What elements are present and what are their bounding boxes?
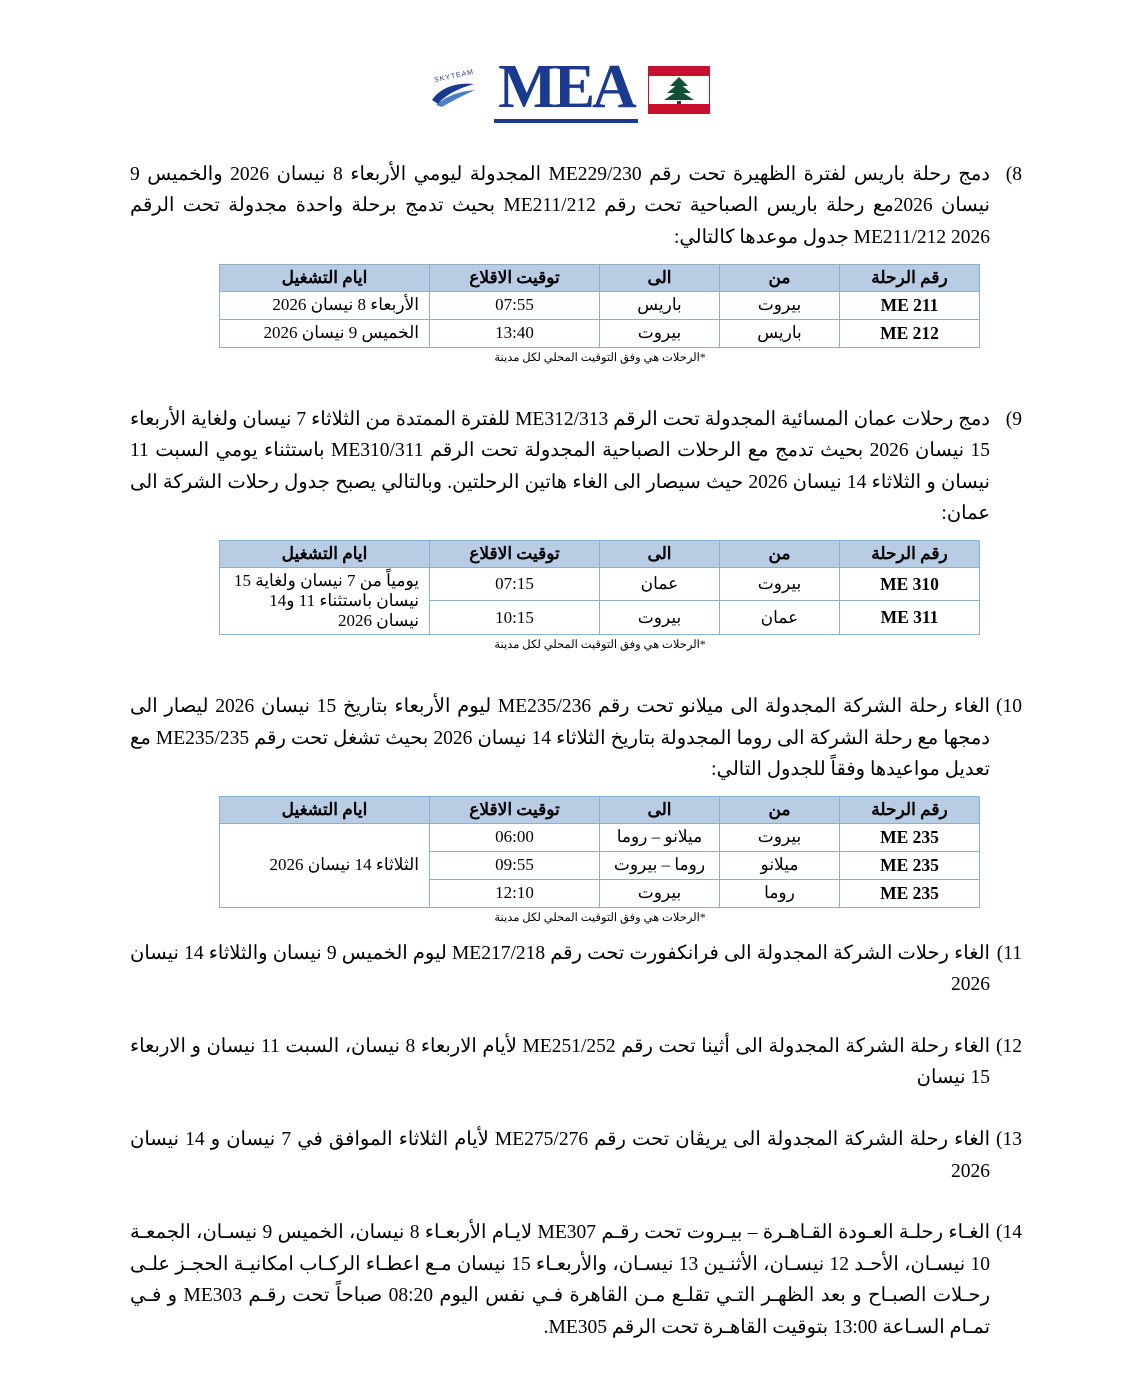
cell-flight-number: ME 235 xyxy=(840,879,980,907)
cell-to: عمان xyxy=(600,567,720,601)
col-flight-number: رقم الرحلة xyxy=(840,540,980,567)
paragraph-14-number: 14) xyxy=(996,1222,1022,1244)
schedule-table-10-wrap xyxy=(220,796,980,924)
paragraph-12-text: الغاء رحلة الشركة المجدولة الى أثينا تحت رقم ME251/252 لأيام الاربعاء 8 نيسان، السبت 11 نيسان و الاربعاء 15 نيسان xyxy=(130,1035,991,1089)
cell-from: باريس xyxy=(720,319,840,347)
table-row xyxy=(220,567,980,601)
cell-to: ميلانو – روما xyxy=(600,823,720,851)
paragraph-14 xyxy=(130,1217,1022,1343)
cell-flight-number: ME 235 xyxy=(840,851,980,879)
table-header-row xyxy=(220,796,980,823)
paragraph-9-text: دمج رحلات عمان المسائية المجدولة تحت الرقم ME312/313 للفترة الممتدة من الثلاثاء 7 نيسان ولغاية الأربعاء 15 نيسان 2026 بحيث تدمج مع الرحلات الصباحية المجدولة تحت الرقم ME310/311 باستثناء يومي السبت 11 نيسان و الثلاثاء 14 نيسان 2026 حيث سيصار الى الغاء هاتين الرحلتين. وبالتالي يصبح جدول رحلات الشركة الى عمان: xyxy=(130,408,990,525)
col-to: الى xyxy=(600,796,720,823)
cell-departure-time: 06:00 xyxy=(430,823,600,851)
paragraph-9-number: 9) xyxy=(1005,408,1022,430)
paragraph-10-text: الغاء رحلة الشركة المجدولة الى ميلانو تحت رقم ME235/236 ليوم الأربعاء بتاريخ 15 نيسان 2026 ليصار الى دمجها مع رحلة الشركة الى روما المجدولة بتاريخ الثلاثاء 14 نيسان 2026 بحيث تشغل تحت رقم ME235/235 مع تعديل مواعيدها وفقاً للجدول التالي: xyxy=(130,695,990,781)
cell-from: بيروت xyxy=(720,823,840,851)
paragraph-8-text: دمج رحلة باريس لفترة الظهيرة تحت رقم ME229/230 المجدولة ليومي الأربعاء 8 نيسان 2026 والخميس 9 نيسان 2026مع رحلة باريس الصباحية تحت رقم ME211/212 بحيث تدمج برحلة واحدة مجدولة تحت الرقم ME211/212 2026 جدول موعدها كالتالي: xyxy=(130,163,990,249)
cell-operating-days: الأربعاء 8 نيسان 2026 xyxy=(220,291,430,319)
schedule-table-9 xyxy=(219,540,980,635)
col-operating-days: ايام التشغيل xyxy=(220,796,430,823)
schedule-table-10 xyxy=(219,796,980,908)
cell-departure-time: 12:10 xyxy=(430,879,600,907)
cell-to: روما – بيروت xyxy=(600,851,720,879)
paragraph-13-number: 13) xyxy=(996,1128,1022,1150)
cell-flight-number: ME 212 xyxy=(840,319,980,347)
table-row xyxy=(220,291,980,319)
skyteam-swoosh-icon xyxy=(430,78,478,108)
table-row xyxy=(220,319,980,347)
cell-operating-days: الثلاثاء 14 نيسان 2026 xyxy=(220,823,430,907)
cell-to: باريس xyxy=(600,291,720,319)
col-departure-time: توقيت الاقلاع xyxy=(430,540,600,567)
schedule-table-8-wrap xyxy=(220,264,980,364)
paragraph-11-text: الغاء رحلات الشركة المجدولة الى فرانكفورت تحت رقم ME217/218 ليوم الخميس 9 نيسان والثلاثاء 14 نيسان 2026 xyxy=(130,942,990,996)
table-header-row xyxy=(220,540,980,567)
table-note-8: *الرحلات هي وفق التوقيت المحلي لكل مدينة xyxy=(494,351,706,364)
col-from: من xyxy=(720,264,840,291)
paragraph-10 xyxy=(130,691,1022,786)
paragraph-8-number: 8) xyxy=(1005,163,1022,185)
paragraph-12-number: 12) xyxy=(996,1035,1022,1057)
paragraph-11-number: 11) xyxy=(996,942,1022,964)
cell-from: بيروت xyxy=(720,567,840,601)
paragraph-13-text: الغاء رحلة الشركة المجدولة الى يريڤان تحت رقم ME275/276 لأيام الثلاثاء الموافق في 7 نيسان و 14 نيسان 2026 xyxy=(130,1128,990,1182)
col-flight-number: رقم الرحلة xyxy=(840,796,980,823)
cell-operating-days: الخميس 9 نيسان 2026 xyxy=(220,319,430,347)
cell-flight-number: ME 311 xyxy=(840,601,980,635)
cell-departure-time: 10:15 xyxy=(430,601,600,635)
schedule-table-8 xyxy=(219,264,980,348)
col-flight-number: رقم الرحلة xyxy=(840,264,980,291)
col-from: من xyxy=(720,796,840,823)
cell-to: بيروت xyxy=(600,601,720,635)
col-from: من xyxy=(720,540,840,567)
table-note-10: *الرحلات هي وفق التوقيت المحلي لكل مدينة xyxy=(494,911,706,924)
col-departure-time: توقيت الاقلاع xyxy=(430,796,600,823)
cell-to: بيروت xyxy=(600,319,720,347)
schedule-table-9-wrap xyxy=(220,540,980,651)
paragraph-10-number: 10) xyxy=(996,695,1022,717)
paragraph-12 xyxy=(130,1031,1022,1094)
paragraph-13 xyxy=(130,1124,1022,1187)
cell-departure-time: 07:55 xyxy=(430,291,600,319)
cell-departure-time: 13:40 xyxy=(430,319,600,347)
col-operating-days: ايام التشغيل xyxy=(220,540,430,567)
paragraph-14-text: الغـاء رحلـة العـودة القـاهـرة – بيـروت تحت رقـم ME307 لايـام الأربعـاء 8 نيسان، الخميس 9 نيسـان، الجمعـة 10 نيسـان، الأحـد 12 نيسـان، الأثنـين 13 نيسـان، والأربعـاء 15 نيسان مـع اعطـاء الركـاب امكانيـة الحجـز علـى رحـلات الصبـاح و بعد الظهـر التـي تقلـع مـن القاهرة فـي نفس اليوم 08:20 صباحاً تحت رقـم ME303 و فـي تمـام السـاعة 13:00 بتوقيت القاهـرة تحت الرقم ME305. xyxy=(130,1222,990,1338)
paragraph-8 xyxy=(130,159,1022,254)
cell-from: عمان xyxy=(720,601,840,635)
cell-operating-days: يومياً من 7 نيسان ولغاية 15 نيسان باستثناء 11 و14 نيسان 2026 xyxy=(220,567,430,634)
mea-wordmark: MEA xyxy=(494,58,638,123)
cell-flight-number: ME 211 xyxy=(840,291,980,319)
cell-departure-time: 09:55 xyxy=(430,851,600,879)
cell-to: بيروت xyxy=(600,879,720,907)
col-to: الى xyxy=(600,264,720,291)
cell-from: ميلانو xyxy=(720,851,840,879)
col-to: الى xyxy=(600,540,720,567)
cell-departure-time: 07:15 xyxy=(430,567,600,601)
document-body xyxy=(0,133,1140,1344)
cell-from: روما xyxy=(720,879,840,907)
table-note-9: *الرحلات هي وفق التوقيت المحلي لكل مدينة xyxy=(494,638,706,651)
table-row xyxy=(220,823,980,851)
paragraph-11 xyxy=(130,938,1022,1001)
cell-flight-number: ME 310 xyxy=(840,567,980,601)
paragraph-9 xyxy=(130,404,1022,530)
cedar-tree-icon xyxy=(648,66,710,114)
col-operating-days: ايام التشغيل xyxy=(220,264,430,291)
cell-from: بيروت xyxy=(720,291,840,319)
skyteam-label: SKYTEAM xyxy=(433,68,475,85)
col-departure-time: توقيت الاقلاع xyxy=(430,264,600,291)
table-header-row xyxy=(220,264,980,291)
mea-logo xyxy=(0,0,1140,133)
skyteam-logo xyxy=(430,68,478,108)
cell-flight-number: ME 235 xyxy=(840,823,980,851)
